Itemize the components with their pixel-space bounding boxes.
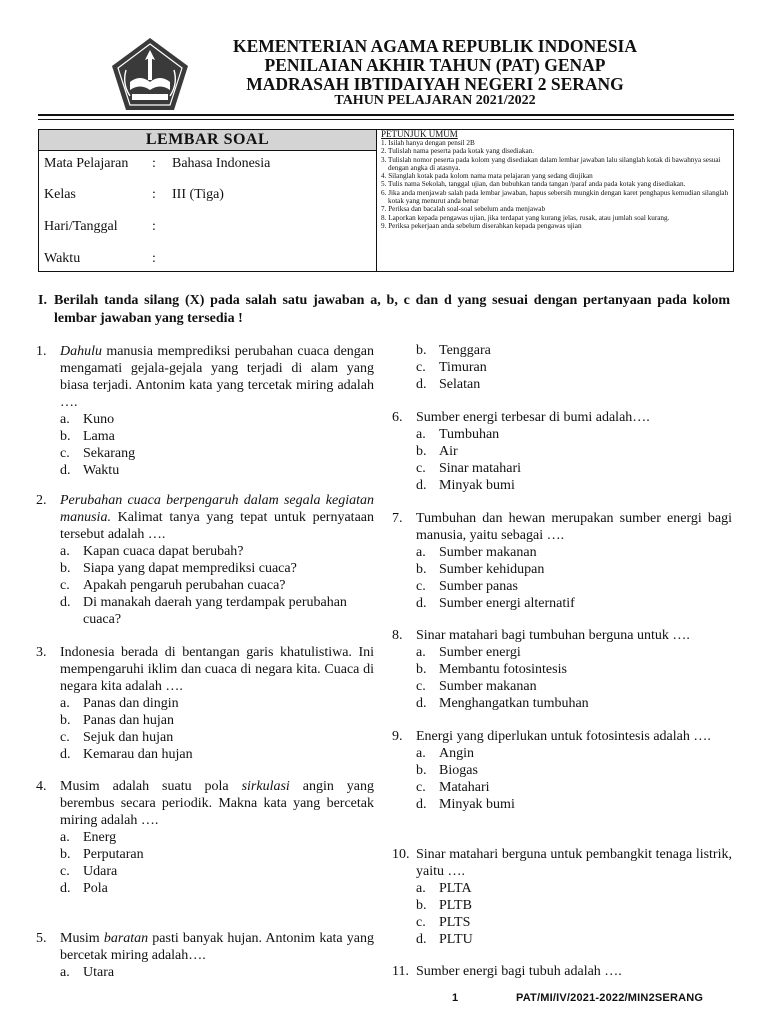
option-a: a. Angin xyxy=(416,746,474,761)
option-a: a. Utara xyxy=(60,965,115,980)
petunjuk-title: PETUNJUK UMUM xyxy=(381,129,458,139)
field-colon: : xyxy=(152,251,156,266)
option-b: b. Sumber kehidupan xyxy=(416,562,545,577)
option-list xyxy=(60,964,374,981)
question-3 xyxy=(36,644,374,763)
option-list xyxy=(416,880,732,948)
option-list xyxy=(60,543,374,628)
question-number: 6. xyxy=(392,410,403,425)
page-number: 1 xyxy=(452,992,459,1004)
question-number: 3. xyxy=(36,645,47,660)
option-b: b. Perputaran xyxy=(60,847,144,862)
option-a: a. Sumber energi xyxy=(416,645,521,660)
field-label-date: Hari/Tanggal xyxy=(44,219,118,234)
question-2 xyxy=(36,492,374,628)
option-c: c. Sumber makanan xyxy=(416,679,537,694)
petunjuk-item: 6. Jika anda menjawab salah pada lembar jawaban, hapus sebersih mungkin dengan karet penghapus kemudian silanglah kotak yang menurut anda benar xyxy=(381,188,729,206)
option-list xyxy=(416,745,732,813)
header-year: TAHUN PELAJARAN 2021/2022 xyxy=(334,93,536,108)
option-b: b. Siapa yang dapat memprediksi cuaca? xyxy=(60,561,297,576)
question-text: Indonesia berada di bentangan garis khatulistiwa. Ini mempengaruhi iklim dan cuaca di negara kita. Cuaca di negara kita adalah …. xyxy=(60,645,374,694)
option-c: c. Matahari xyxy=(416,780,490,795)
option-a: a. Sumber makanan xyxy=(416,545,537,560)
section-instruction xyxy=(38,292,730,328)
question-text: Musim adalah suatu pola sirkulasi angin yang berembus secara periodik. Makna kata yang bercetak miring adalah …. xyxy=(60,779,374,828)
option-c: c. Udara xyxy=(60,864,118,879)
option-c: c. Apakah pengaruh perubahan cuaca? xyxy=(60,578,286,593)
option-d: d. Minyak bumi xyxy=(416,478,515,493)
question-text xyxy=(60,492,374,543)
question-body: manusia memprediksi perubahan cuaca dengan mengamati gejala-gejala yang terjadi di alam yang biasa terjadi. Antonim kata yang tercetak miring adalah …. xyxy=(60,344,374,410)
option-c: c. Timuran xyxy=(416,360,487,375)
question-text: Musim baratan pasti banyak hujan. Antonim kata yang bercetak miring adalah…. xyxy=(60,931,374,963)
question-5-options-continued xyxy=(416,342,756,393)
question-text xyxy=(60,343,374,411)
option-b: b. Lama xyxy=(60,429,115,444)
option-a: a. Energ xyxy=(60,830,117,845)
question-9 xyxy=(392,728,732,813)
option-a: a. PLTA xyxy=(416,881,472,896)
header-school: MADRASAH IBTIDAIYAH NEGERI 2 SERANG xyxy=(246,74,624,94)
field-colon: : xyxy=(152,187,156,202)
question-body: pasti banyak hujan. Antonim kata yang bercetak miring adalah…. xyxy=(60,931,374,963)
question-text: Sinar matahari bagi tumbuhan berguna untuk …. xyxy=(416,628,690,643)
question-text: Tumbuhan dan hewan merupakan sumber energi bagi manusia, yaitu sebagai …. xyxy=(416,511,732,543)
option-b: b. Air xyxy=(416,444,458,459)
question-1 xyxy=(36,343,374,479)
option-list xyxy=(416,544,732,612)
question-text: Energi yang diperlukan untuk fotosintesis adalah …. xyxy=(416,729,711,744)
field-value-class: III (Tiga) xyxy=(172,187,224,202)
question-number: 7. xyxy=(392,511,403,526)
document-code: PAT/MI/IV/2021-2022/MIN2SERANG xyxy=(516,992,704,1004)
petunjuk-item: 5. Tulis nama Sekolah, tanggal ujian, dan bubuhkan tanda tangan /paraf anda pada kotak yang disediakan. xyxy=(381,180,686,189)
option-a: a. Tumbuhan xyxy=(416,427,500,442)
option-list xyxy=(60,829,374,897)
header-exam: PENILAIAN AKHIR TAHUN (PAT) GENAP xyxy=(264,55,606,75)
option-d: d. Minyak bumi xyxy=(416,797,515,812)
option-d: d. Sumber energi alternatif xyxy=(416,596,575,611)
option-list xyxy=(416,426,732,494)
question-text: Sinar matahari berguna untuk pembangkit tenaga listrik, yaitu …. xyxy=(416,847,732,879)
italic-word: baratan xyxy=(103,931,149,946)
option-c: c. Sumber panas xyxy=(416,579,518,594)
question-number: 4. xyxy=(36,779,47,794)
option-c: c. Sekarang xyxy=(60,446,136,461)
option-list xyxy=(60,695,374,763)
petunjuk-item: 3. Tulislah nomor peserta pada kolom yang disediakan dalam lembar jawaban lalu silanglah kotak di bawahnya sesuai dengan angka di atasnya. xyxy=(381,155,721,172)
petunjuk-item: 2. Tulislah nama peserta pada kotak yang disediakan. xyxy=(381,147,535,156)
italic-word: Dahulu xyxy=(60,344,102,359)
option-d: d. Menghangatkan tumbuhan xyxy=(416,696,589,711)
question-8 xyxy=(392,627,732,712)
petunjuk-list xyxy=(381,139,731,230)
field-colon: : xyxy=(152,219,156,234)
option-b: b. Panas dan hujan xyxy=(60,713,174,728)
option-b: b. Biogas xyxy=(416,763,478,778)
field-colon: : xyxy=(152,156,156,171)
option-c: c. PLTS xyxy=(416,915,471,930)
option-c: c. Sejuk dan hujan xyxy=(60,730,174,745)
field-label-subject: Mata Pelajaran xyxy=(44,156,129,171)
question-10 xyxy=(392,846,732,948)
question-number: 9. xyxy=(392,729,403,744)
question-5 xyxy=(36,930,374,981)
petunjuk-item: 1. Isilah hanya dengan pensil 2B xyxy=(381,139,475,147)
option-d: d. Pola xyxy=(60,881,108,896)
question-number: 1. xyxy=(36,344,47,359)
question-text: Sumber energi bagi tubuh adalah …. xyxy=(416,964,622,979)
question-number: 5. xyxy=(36,931,47,946)
question-4 xyxy=(36,778,374,897)
section-number: I. xyxy=(38,293,47,308)
option-list xyxy=(60,411,374,479)
option-d: d. Di manakah daerah yang terdampak perubahan cuaca? xyxy=(60,595,347,627)
italic-word: sirkulasi xyxy=(241,779,290,794)
kemenag-emblem-icon xyxy=(108,36,192,112)
question-6 xyxy=(392,409,732,494)
question-number: 10. xyxy=(392,847,410,862)
option-c: c. Sinar matahari xyxy=(416,461,522,476)
option-b: b. PLTB xyxy=(416,898,472,913)
option-d: d. Waktu xyxy=(60,463,120,478)
question-11 xyxy=(392,963,732,980)
question-7 xyxy=(392,510,732,612)
field-label-time: Waktu xyxy=(44,251,81,266)
question-body: Kalimat tanya yang tepat untuk pernyataan tersebut adalah …. xyxy=(60,510,374,542)
option-a: a. Kapan cuaca dapat berubah? xyxy=(60,544,244,559)
header-rule-thick xyxy=(38,114,734,116)
info-table-divider xyxy=(376,129,377,272)
option-a: a. Panas dan dingin xyxy=(60,696,179,711)
question-number: 8. xyxy=(392,628,403,643)
petunjuk-item: 7. Periksa dan bacalah soal-soal sebelum anda menjawab xyxy=(381,205,546,214)
question-text: Sumber energi terbesar di bumi adalah…. xyxy=(416,410,650,425)
question-number: 2. xyxy=(36,493,47,508)
question-number: 11. xyxy=(392,964,409,979)
petunjuk-item: 4. Silanglah kotak pada kolom nama mata pelajaran yang sedang diujikan xyxy=(381,172,593,181)
question-body: angin yang berembus secara periodik. Makna kata yang bercetak miring adalah …. xyxy=(60,779,374,828)
option-b: b. Tenggara xyxy=(416,343,491,358)
option-d: d. Selatan xyxy=(416,377,481,392)
option-list xyxy=(416,644,732,712)
italic-phrase: Perubahan cuaca berpengaruh dalam segala kegiatan manusia. xyxy=(60,493,374,525)
option-a: a. Kuno xyxy=(60,412,115,427)
header-ministry: KEMENTERIAN AGAMA REPUBLIK INDONESIA xyxy=(232,36,637,56)
petunjuk-item: 8. Laporkan kepada pengawas ujian, jika terdapat yang kurang jelas, rusak, atau jumlah soal kurang. xyxy=(381,213,670,222)
field-label-class: Kelas xyxy=(44,187,76,202)
instruction-text: Berilah tanda silang (X) pada salah satu jawaban a, b, c dan d yang sesuai dengan pertanyaan pada kolom lembar jawaban yang tersedia ! xyxy=(54,293,730,326)
lembar-soal-title: LEMBAR SOAL xyxy=(145,131,270,148)
option-d: d. PLTU xyxy=(416,932,473,947)
option-d: d. Kemarau dan hujan xyxy=(60,747,193,762)
header-rule-thin xyxy=(38,119,734,120)
petunjuk-item: 9. Periksa pekerjaan anda sebelum diserahkan kepada pengawas ujian xyxy=(381,221,582,230)
field-value-subject: Bahasa Indonesia xyxy=(172,156,271,171)
option-b: b. Membantu fotosintesis xyxy=(416,662,567,677)
